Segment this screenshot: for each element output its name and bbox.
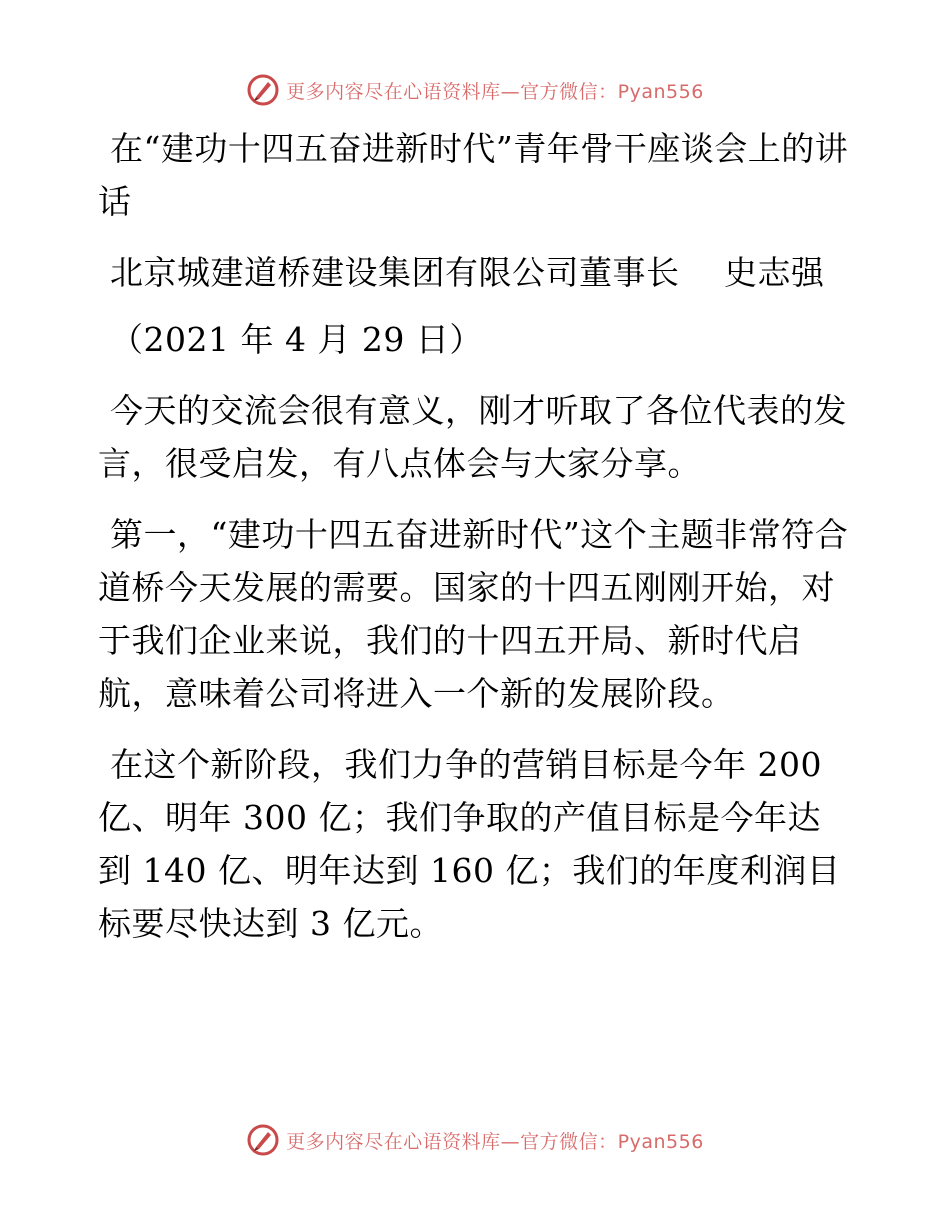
document-title: 在“建功十四五奋进新时代”青年骨干座谈会上的讲话 bbox=[98, 129, 849, 221]
watermark-text: 更多内容尽在心语资料库—官方微信：Pyan556 bbox=[286, 1130, 704, 1153]
paragraph-1: 今天的交流会很有意义，刚才听取了各位代表的发言，很受启发，有八点体会与大家分享。 bbox=[98, 391, 847, 483]
pen-logo-icon bbox=[246, 1123, 280, 1157]
paragraph-2: 第一，“建功十四五奋进新时代”这个主题非常符合道桥今天发展的需要。国家的十四五刚刚开始，对于我们企业来说，我们的十四五开局、新时代启航，意味着公司将进入一个新的发展阶段。 bbox=[98, 515, 849, 713]
speech-date: （2021 年 4 月 29 日） bbox=[110, 320, 483, 359]
document-body bbox=[98, 122, 850, 950]
speaker-line: 北京城建道桥建设集团有限公司董事长 史志强 bbox=[110, 253, 825, 292]
pen-logo-icon bbox=[246, 73, 280, 107]
paragraph-3: 在这个新阶段，我们力争的营销目标是今年 200 亿、明年 300 亿；我们争取的产值目标是今年达到 140 亿、明年达到 160 亿；我们的年度利润目标要尽快达到 3 亿元。 bbox=[98, 745, 841, 943]
watermark-text: 更多内容尽在心语资料库—官方微信：Pyan556 bbox=[286, 80, 704, 103]
watermark-header bbox=[0, 70, 950, 110]
watermark-footer bbox=[0, 1120, 950, 1160]
